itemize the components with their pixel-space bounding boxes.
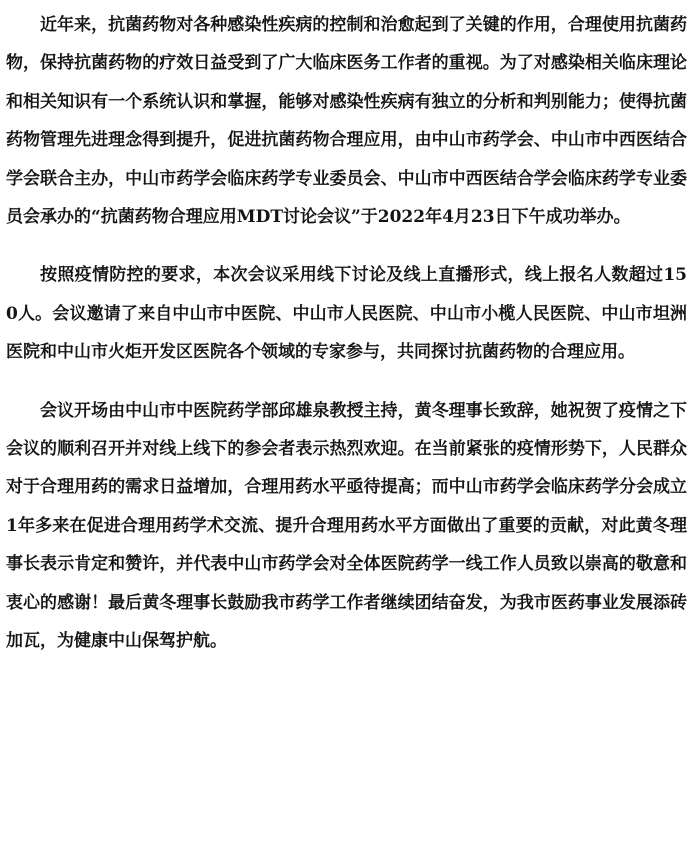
paragraph-opening: 会议开场由中山市中医院药学部邱雄泉教授主持，黄冬理事长致辞，她祝贺了疫情之下会议的顺利召开并对线上线下的参会者表示热烈欢迎。在当前紧张的疫情形势下，人民群众对于合理用药的需求日益增加，合理用药水平亟待提高；而中山市药学会临床药学分会成立1年多来在促进合理用药学术交流、提升合理用药水平方面做出了重要的贡献，对此黄冬理事长表示肯定和赞许，并代表中山市药学会对全体医院药学一线工作人员致以崇高的敬意和衷心的感谢！最后黄冬理事长鼓励我市药学工作者继续团结奋发，为我市医药事业发展添砖加瓦，为健康中山保驾护航。 (6, 400, 687, 652)
paragraph-intro: 近年来，抗菌药物对各种感染性疾病的控制和治愈起到了关键的作用，合理使用抗菌药物，保持抗菌药物的疗效日益受到了广大临床医务工作者的重视。为了对感染相关临床理论和相关知识有一个系统认识和掌握，能够对感染性疾病有独立的分析和判别能力；使得抗菌药物管理先进理念得到提升，促进抗菌药物合理应用，由中山市药学会、中山市中西医结合学会联合主办，中山市药学会临床药学专业委员会、中山市中西医结合学会临床药学专业委员会承办的“抗菌药物合理应用MDT讨论会议”于2022年4月23日下午成功举办。 (6, 15, 687, 228)
article-body (6, 6, 687, 661)
paragraph-format: 按照疫情防控的要求，本次会议采用线下讨论及线上直播形式，线上报名人数超过150人。会议邀请了来自中山市中医院、中山市人民医院、中山市小榄人民医院、中山市坦洲医院和中山市火炬开发区医院各个领域的专家参与，共同探讨抗菌药物的合理应用。 (6, 265, 687, 363)
